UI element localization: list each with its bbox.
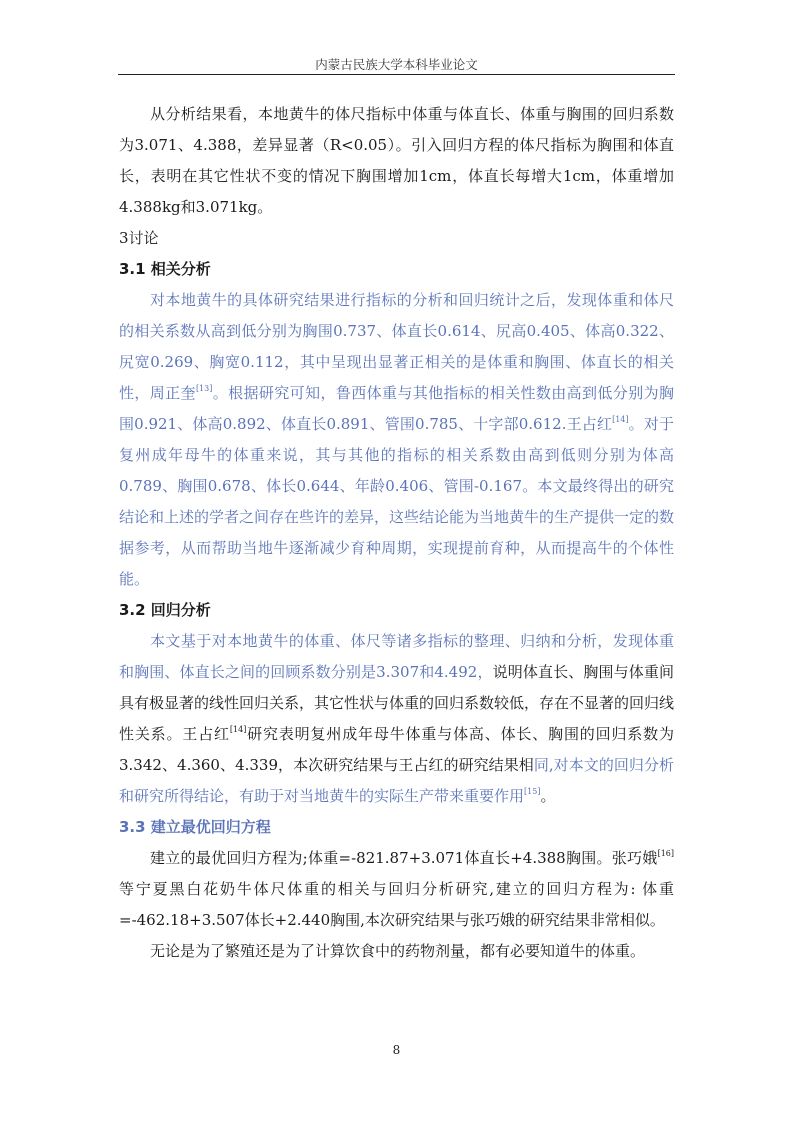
regression-text-c: 研究表明复州成年母牛体重与体高、体长、胸围的回归系数为3.342、4.360、4.339，本次研究结果与王占红的研究结果相 (119, 725, 674, 774)
section-3-1-heading: 3.1 相关分析 (119, 260, 211, 278)
page-header: 内蒙古民族大学本科毕业论文 (315, 57, 478, 72)
correlation-text-a: 对本地黄牛的具体研究结果进行指标的分析和回归统计之后，发现体重和体尺的相关系数从高到低分别为胸围0.737、体直长0.614、尻高0.405、体高0.322、尻宽0.269、胸宽0.112，其中呈现出显著正相关的是体重和胸围、体直长的相关性，周正奎 (119, 291, 674, 402)
equation-paragraph (119, 843, 674, 936)
regression-text-d: 同,对本文的回归分析和研究所得结论，有助于对当地黄牛的实际生产带来重要作用 (119, 756, 675, 805)
regression-text-e: 。 (540, 787, 556, 805)
section-3-2-heading: 3.2 回归分析 (119, 601, 211, 619)
equation-text-b: 等宁夏黑白花奶牛体尺体重的相关与回归分析研究,建立的回归方程为: 体重=-462.18+3.507体长+2.440胸围,本次研究结果与张巧娥的研究结果非常相似。 (119, 880, 674, 929)
regression-paragraph (119, 626, 674, 812)
citation-13: [13] (195, 384, 213, 393)
citation-16: [16] (657, 849, 674, 858)
correlation-paragraph (119, 285, 674, 595)
page-content (119, 99, 674, 967)
header-rule (118, 74, 675, 75)
correlation-text-b: 。根据研究可知，鲁西体重与其他指标的相关性数由高到低分别为胸围0.921、体高0.892、体直长0.891、管围0.785、十字部0.612.王占红 (119, 384, 674, 433)
section-3-3-heading: 3.3 建立最优回归方程 (119, 818, 271, 836)
result-paragraph: 从分析结果看，本地黄牛的体尺指标中体重与体直长、体重与胸围的回归系数为3.071、4.388，差异显著（R<0.05）。引入回归方程的体尺指标为胸围和体直长，表明在其它性状不变的情况下胸围增加1cm，体直长每增大1cm，体重增加4.388kg和3.071kg。 (119, 105, 674, 216)
weight-paragraph: 无论是为了繁殖还是为了计算饮食中的药物剂量，都有必要知道牛的体重。 (150, 942, 646, 960)
correlation-text-c: 。对于复州成年母牛的体重来说，其与其他的指标的相关系数由高到低则分别为体高0.789、胸围0.678、体长0.644、年龄0.406、管围-0.167。本文最终得出的研究结论和上述的学者之间存在些许的差异，这些结论能为当地黄牛的生产提供一定的数据参考，从而帮助当地牛逐渐减少育种周期，实现提前育种，从而提高牛的个体性能。 (119, 415, 675, 588)
citation-15: [15] (524, 787, 541, 796)
equation-text-a: 建立的最优回归方程为;体重=-821.87+3.071体直长+4.388胸围。张巧娥 (150, 849, 658, 867)
regression-text-b: 说明体直长、胸围与体重间具有极显著的线性回归关系，其它性状与体重的回归系数较低，存在不显著的回归线性关系。王占红 (119, 663, 675, 743)
citation-14: [14] (612, 415, 629, 424)
section-3-heading: 3讨论 (119, 229, 159, 247)
page-number: 8 (392, 1043, 401, 1057)
citation-14-b: [14] (229, 725, 247, 734)
regression-text-a: 本文基于对本地黄牛的体重、体尺等诸多指标的整理、归纳和分析，发现体重和胸围、体直长之间的回顾系数分别是3.307和4.492， (119, 632, 674, 681)
